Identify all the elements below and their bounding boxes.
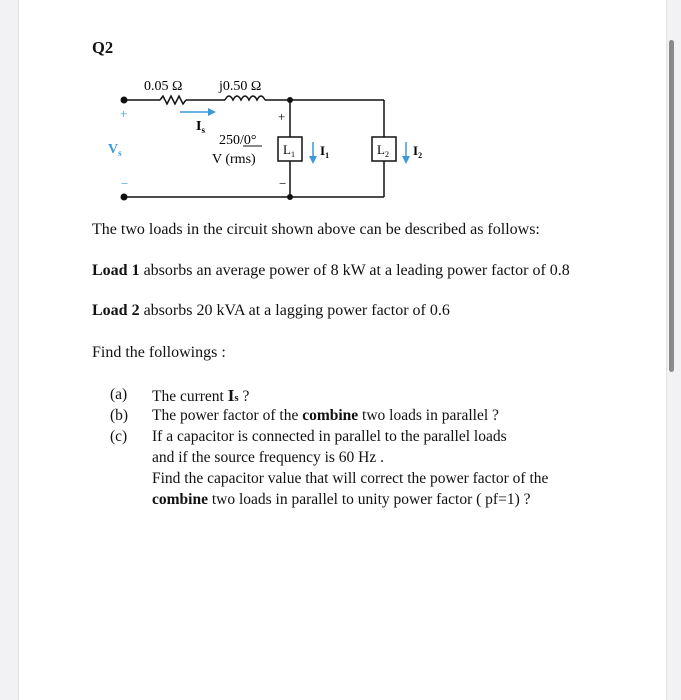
item-a-text: The current Is ? <box>152 386 250 405</box>
node-top <box>287 97 293 103</box>
item-c-label: (c) <box>110 428 128 445</box>
is-label: $I_s$ <box>196 119 205 135</box>
vs-plus: + <box>120 106 128 121</box>
load-plus: + <box>278 109 286 124</box>
i2-label: $I_2$ <box>413 143 423 160</box>
load1-description: Load 1 absorbs an average power of 8 kW at a leading power factor of 0.8 <box>92 262 570 279</box>
intro-text: The two loads in the circuit shown above can be described as follows: <box>92 221 540 238</box>
i1-arrowhead <box>309 156 317 164</box>
find-text: Find the followings : <box>92 344 226 361</box>
item-c-line1: If a capacitor is connected in parallel to the parallel loads <box>152 428 507 445</box>
item-c-line4: combine two loads in parallel to unity power factor ( pf=1) ? <box>152 491 531 508</box>
load1-heading: Load 1 <box>92 262 140 279</box>
question-title: Q2 <box>92 38 114 57</box>
terminal-bottom <box>121 194 128 201</box>
load2-heading: Load 2 <box>92 302 140 319</box>
item-b-text: The power factor of the combine two loads in parallel ? <box>152 407 499 424</box>
resistor-label: 0.05 Ω <box>144 79 183 94</box>
vs-label: $V_s$ <box>108 142 122 158</box>
voltage-value: 250/0° <box>219 133 257 148</box>
load2-label: $L_2$ <box>377 142 389 159</box>
inductor-label: j0.50 Ω <box>219 79 262 94</box>
item-b-label: (b) <box>110 407 129 424</box>
i1-label: $I_1$ <box>320 143 330 160</box>
node-bottom <box>287 194 293 200</box>
resistor-symbol <box>160 96 186 104</box>
load1-label: $L_1$ <box>283 142 295 159</box>
item-c-line3: Find the capacitor value that will correct the power factor of the <box>152 470 549 487</box>
vs-minus: − <box>121 176 129 191</box>
item-c-line2: and if the source frequency is 60 Hz . <box>152 449 384 466</box>
i2-arrowhead <box>402 156 410 164</box>
load2-description: Load 2 absorbs 20 kVA at a lagging power factor of 0.6 <box>92 302 450 319</box>
load-minus: − <box>279 176 287 191</box>
inductor-symbol <box>225 96 265 100</box>
is-arrowhead <box>208 108 216 116</box>
item-a-label: (a) <box>110 386 128 403</box>
voltage-unit: V (rms) <box>212 152 256 167</box>
terminal-top <box>121 97 128 104</box>
circuit-diagram <box>0 0 681 215</box>
